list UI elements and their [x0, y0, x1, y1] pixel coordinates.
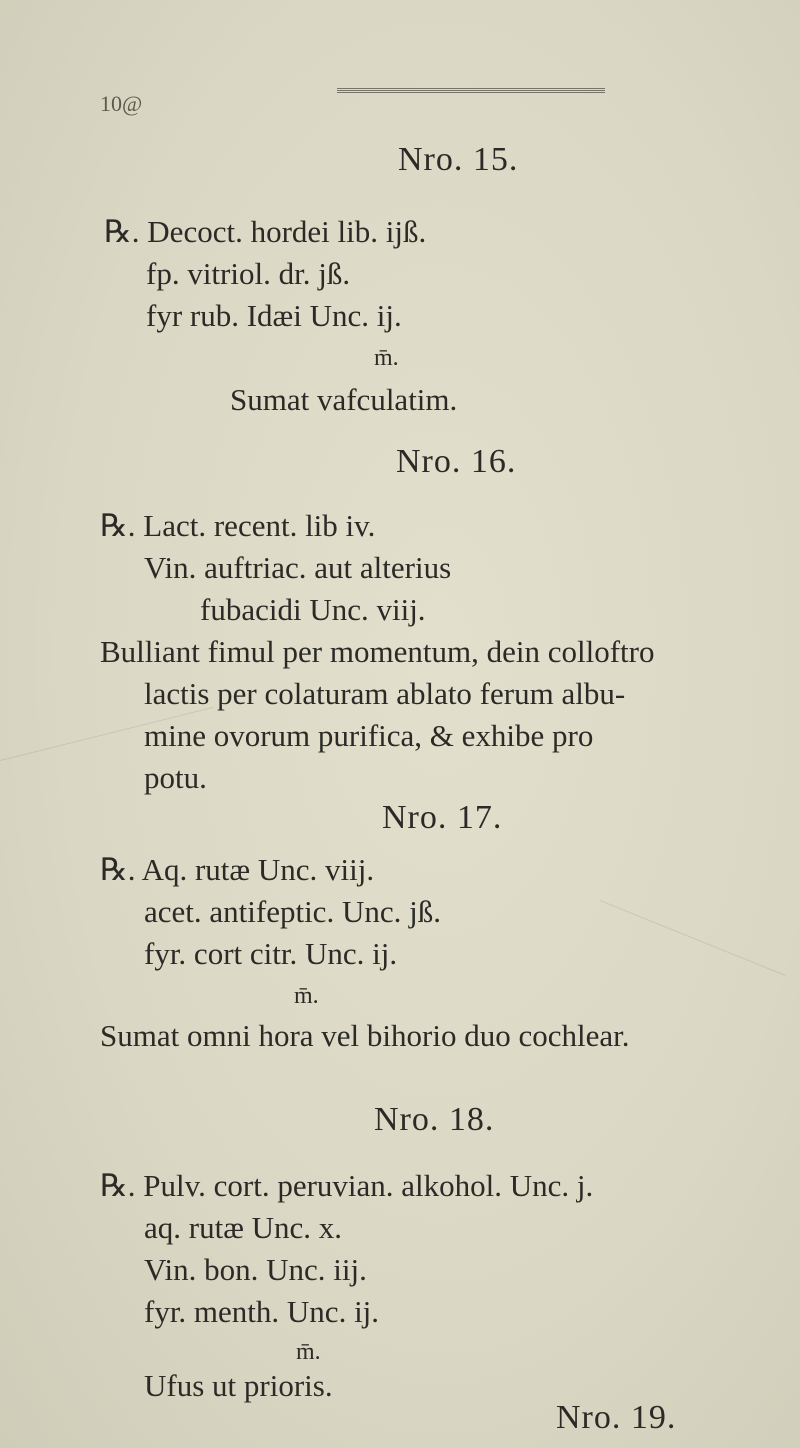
catchword: Nro. 19.: [556, 1399, 677, 1436]
recipe-line: fyr. menth. Unc. ij.: [144, 1294, 380, 1329]
misce-mark: m̄.: [294, 983, 319, 1009]
recipe-line: Bulliant fimul per momentum, dein colloftro: [100, 634, 655, 669]
recipe-line: ℞. Aq. rutæ Unc. viij.: [100, 852, 375, 887]
recipe-line: acet. antifeptic. Unc. jß.: [144, 894, 441, 929]
section-heading: Nro. 15.: [398, 141, 519, 178]
recipe-line: fp. vitriol. dr. jß.: [146, 256, 351, 291]
section-heading: Nro. 16.: [396, 443, 517, 480]
recipe-line: aq. rutæ Unc. x.: [144, 1210, 343, 1245]
header-rule: [337, 88, 605, 93]
recipe-line: Sumat omni hora vel bihorio duo cochlear.: [100, 1018, 630, 1053]
misce-mark: m̄.: [296, 1339, 321, 1365]
recipe-line: mine ovorum purifica, & exhibe pro: [144, 718, 594, 753]
recipe-line: Sumat vafculatim.: [230, 382, 458, 417]
recipe-line: fyr. cort citr. Unc. ij.: [144, 936, 398, 971]
section-heading: Nro. 17.: [382, 799, 503, 836]
recipe-line: ℞. Lact. recent. lib iv.: [100, 508, 376, 543]
recipe-line: fubacidi Unc. viij.: [200, 592, 426, 627]
paper-crease: [600, 900, 786, 976]
section-heading: Nro. 18.: [374, 1101, 495, 1138]
recipe-line: fyr rub. Idæi Unc. ij.: [146, 298, 402, 333]
page-number: 10@: [100, 91, 143, 116]
recipe-line: Vin. bon. Unc. iij.: [144, 1252, 367, 1287]
recipe-line: Ufus ut prioris.: [144, 1368, 333, 1403]
recipe-line: ℞. Pulv. cort. peruvian. alkohol. Unc. j.: [100, 1168, 594, 1203]
recipe-line: potu.: [144, 760, 207, 795]
recipe-line: ℞. Decoct. hordei lib. ijß.: [104, 214, 427, 249]
recipe-line: Vin. auftriac. aut alterius: [144, 550, 452, 585]
misce-mark: m̄.: [374, 345, 399, 371]
recipe-line: lactis per colaturam ablato ferum albu-: [144, 676, 626, 711]
